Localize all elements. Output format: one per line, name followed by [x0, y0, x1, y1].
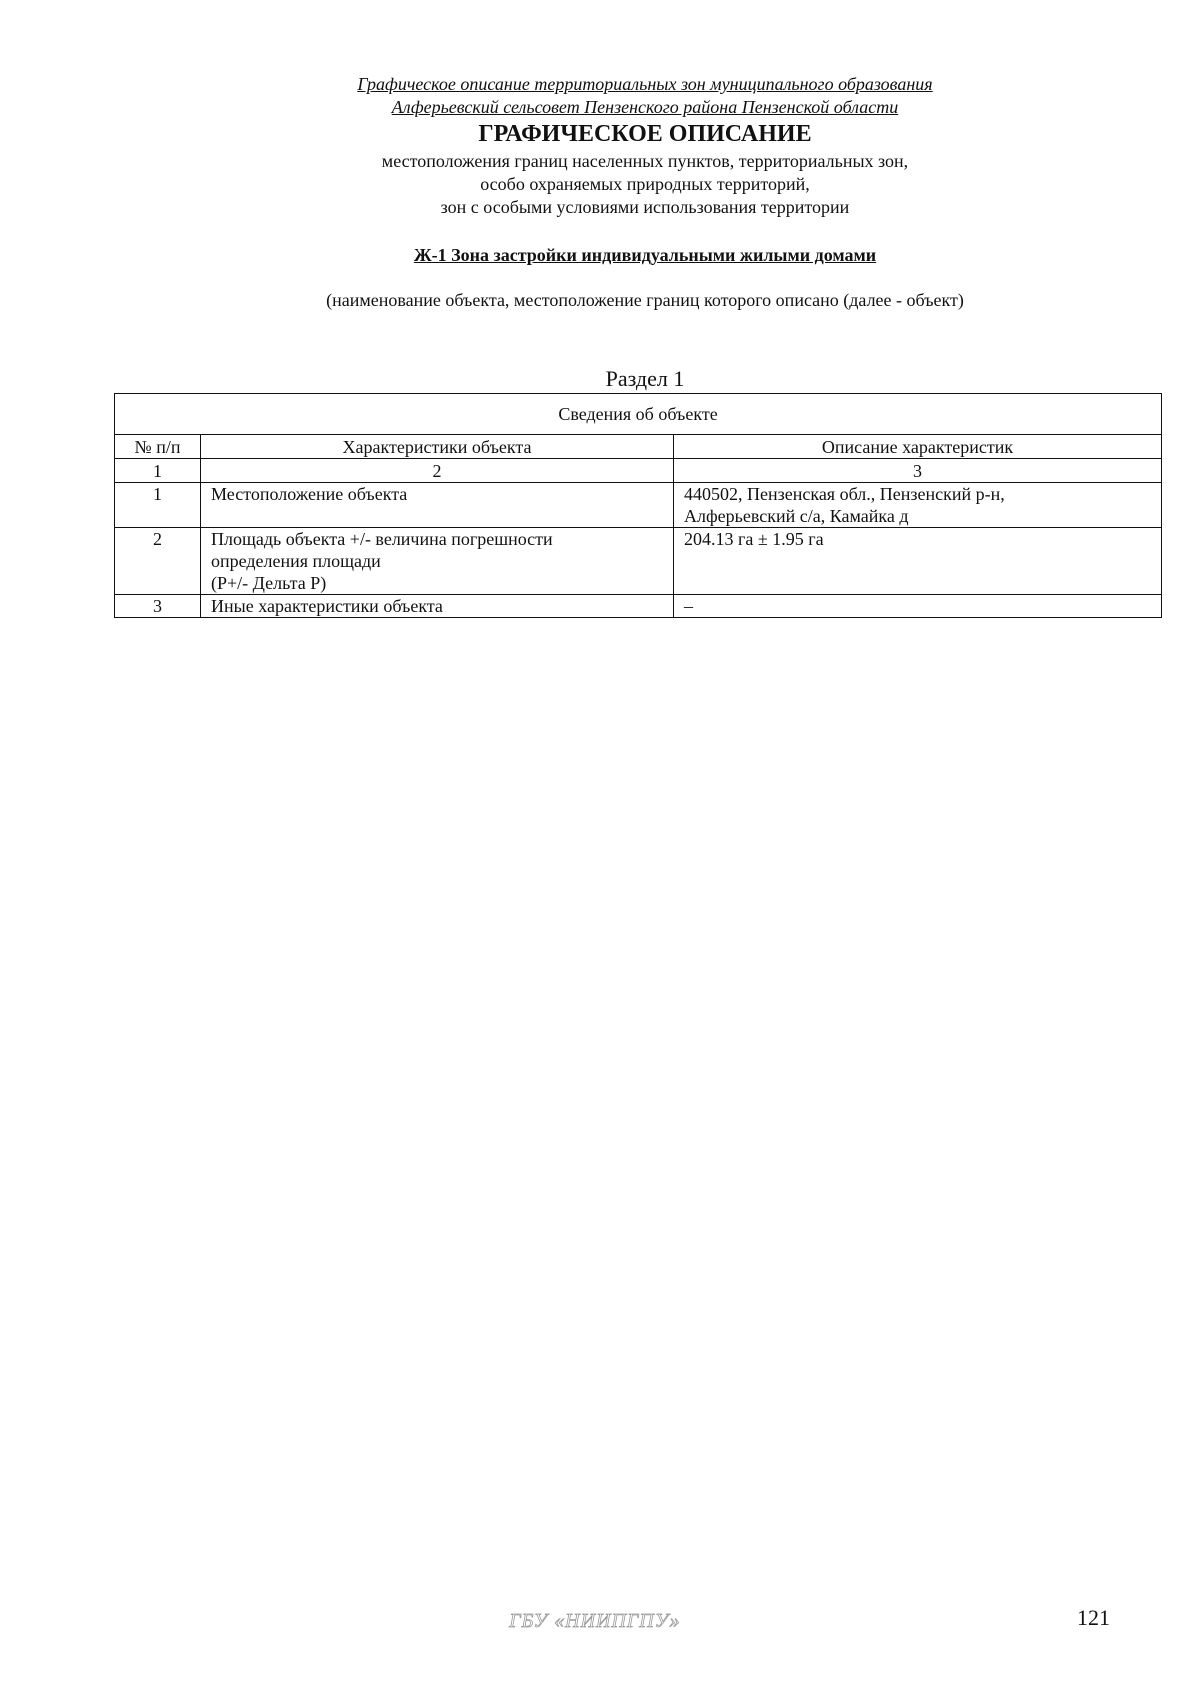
row-description [674, 483, 1162, 528]
header-line-1: Графическое описание территориальных зон муниципального образования [357, 74, 933, 94]
column-header-number: № п/п [115, 435, 201, 459]
table-row [115, 528, 1162, 595]
table-row [115, 595, 1162, 618]
row-description [674, 528, 1162, 595]
zone-caption: (наименование объекта, местоположение границ которого описано (далее - объект) [326, 290, 964, 310]
row-characteristic-line: Площадь объекта +/- величина погрешности [211, 529, 553, 549]
header-line-2: Алферьевский сельсовет Пензенского района Пензенской области [391, 97, 899, 117]
column-header-characteristic: Характеристики объекта [201, 435, 674, 459]
row-characteristic-line: Местоположение объекта [211, 484, 408, 504]
subtitle-line-1: местоположения границ населенных пунктов, территориальных зон, [381, 151, 909, 171]
table-header-row [115, 435, 1162, 459]
row-number: 3 [115, 595, 201, 618]
subtitle-line-2: особо охраняемых природных территорий, [480, 174, 810, 194]
column-index-2: 2 [201, 459, 674, 483]
row-number: 2 [115, 528, 201, 595]
row-characteristic-line: определения площади [211, 551, 381, 571]
row-characteristic-line: (P+/- Дельта P) [211, 573, 327, 593]
table-caption-row [115, 394, 1162, 435]
object-info-table [114, 393, 1162, 618]
row-description-line: – [684, 596, 693, 616]
table-caption: Сведения об объекте [115, 394, 1162, 435]
row-characteristic [201, 528, 674, 595]
column-index-1: 1 [115, 459, 201, 483]
row-description-line: 204.13 га ± 1.95 га [684, 529, 824, 549]
row-description-line: Алферьевский с/а, Камайка д [684, 506, 909, 526]
table-index-row [115, 459, 1162, 483]
row-characteristic [201, 595, 674, 618]
page-number: 121 [1077, 1605, 1110, 1630]
row-description-line: 440502, Пензенская обл., Пензенский р-н, [684, 484, 1005, 504]
document-title: ГРАФИЧЕСКОЕ ОПИСАНИЕ [478, 121, 812, 147]
subtitle-line-3: зон с особыми условиями использования территории [440, 197, 850, 217]
column-index-3: 3 [674, 459, 1162, 483]
row-characteristic-line: Иные характеристики объекта [211, 596, 443, 616]
row-characteristic [201, 483, 674, 528]
section-title: Раздел 1 [605, 366, 685, 391]
table-row [115, 483, 1162, 528]
zone-name: Ж-1 Зона застройки индивидуальными жилыми домами [413, 245, 877, 265]
footer-organization-watermark: ГБУ «НИИПГПУ» [509, 1610, 681, 1632]
row-number: 1 [115, 483, 201, 528]
column-header-description: Описание характеристик [674, 435, 1162, 459]
row-description [674, 595, 1162, 618]
